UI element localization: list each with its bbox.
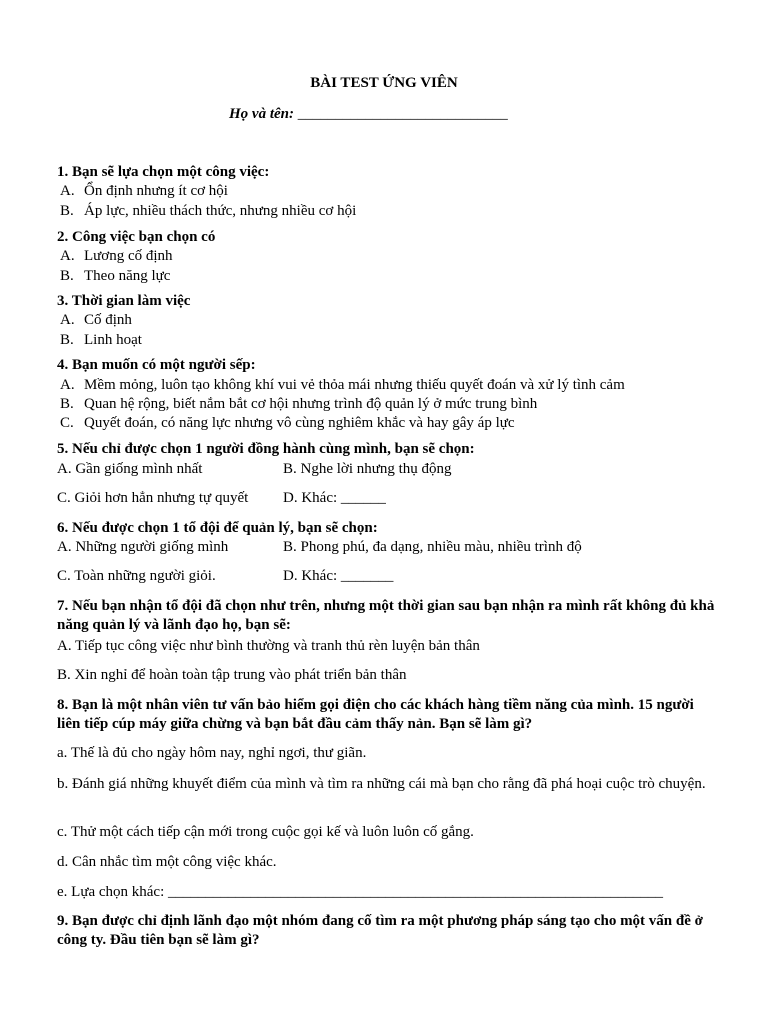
question-4-option-a <box>60 376 625 395</box>
question-6-option-c: C. Toàn những người giỏi. <box>57 568 216 584</box>
question-6-option-d: D. Khác: _______ <box>283 568 394 584</box>
option-text: Lương cố định <box>84 248 173 264</box>
question-8-option-e: e. Lựa chọn khác: __________________________________________________________________ <box>57 884 663 900</box>
option-text: Mềm mỏng, luôn tạo không khí vui vẻ thỏa mái nhưng thiếu quyết đoán và xử lý tình cảm <box>84 377 625 393</box>
option-letter: C. <box>60 415 74 431</box>
question-5-option-d: D. Khác: ______ <box>283 490 386 506</box>
option-text: Linh hoạt <box>84 332 142 348</box>
question-6-option-b: B. Phong phú, đa dạng, nhiều màu, nhiều trình độ <box>283 539 582 555</box>
question-7-option-a: A. Tiếp tục công việc như bình thường và tranh thủ rèn luyện bản thân <box>57 638 480 654</box>
question-3-option-a <box>60 311 132 330</box>
question-2-option-b <box>60 267 170 286</box>
question-1-option-b <box>60 202 356 221</box>
question-2-option-a <box>60 247 173 266</box>
option-text: Quyết đoán, có năng lực nhưng vô cùng nghiêm khắc và hay gây áp lực <box>84 415 515 431</box>
question-3: 3. Thời gian làm việc <box>57 293 191 309</box>
option-letter: A. <box>60 183 75 199</box>
question-5-option-a: A. Gần giống mình nhất <box>57 461 203 477</box>
question-5: 5. Nếu chỉ được chọn 1 người đồng hành cùng mình, bạn sẽ chọn: <box>57 441 475 457</box>
question-3-option-b <box>60 331 142 350</box>
option-text: Theo năng lực <box>84 268 171 284</box>
question-4: 4. Bạn muốn có một người sếp: <box>57 357 256 373</box>
option-letter: A. <box>60 312 75 328</box>
name-field-line <box>229 105 508 124</box>
question-4-option-b <box>60 395 537 414</box>
question-8-option-b: b. Đánh giá những khuyết điểm của mình và tìm ra những cái mà bạn cho rằng đã phá hoại cuộc trò chuyện. <box>57 776 706 792</box>
name-label: Họ và tên: <box>229 106 294 122</box>
option-letter: B. <box>60 268 74 284</box>
option-text: Cố định <box>84 312 132 328</box>
name-blank: ____________________________ <box>297 106 508 122</box>
question-8-option-c: c. Thử một cách tiếp cận mới trong cuộc gọi kế và luôn luôn cố gắng. <box>57 824 474 840</box>
question-6-option-a: A. Những người giống mình <box>57 539 229 555</box>
document-title: BÀI TEST ỨNG VIÊN <box>310 75 458 91</box>
question-8-option-a: a. Thế là đủ cho ngày hôm nay, nghỉ ngơi, thư giãn. <box>57 745 367 761</box>
option-text: Áp lực, nhiều thách thức, nhưng nhiều cơ hội <box>84 203 357 219</box>
option-letter: B. <box>60 203 74 219</box>
question-6: 6. Nếu được chọn 1 tổ đội để quản lý, bạn sẽ chọn: <box>57 520 378 536</box>
question-4-option-c <box>60 414 515 433</box>
question-5-option-b: B. Nghe lời nhưng thụ động <box>283 461 452 477</box>
option-letter: B. <box>60 396 74 412</box>
question-9: 9. Bạn được chỉ định lãnh đạo một nhóm đang cố tìm ra một phương pháp sáng tạo cho một vấn đề ở công ty. Đầu tiên bạn sẽ làm gì? <box>57 913 703 948</box>
question-1-option-a <box>60 182 228 201</box>
option-text: Ổn định nhưng ít cơ hội <box>84 183 228 199</box>
option-letter: A. <box>60 248 75 264</box>
question-7-option-b: B. Xin nghỉ để hoàn toàn tập trung vào phát triển bản thân <box>57 667 407 683</box>
question-7: 7. Nếu bạn nhận tổ đội đã chọn như trên, nhưng một thời gian sau bạn nhận ra mình rất không đủ khả năng quản lý và lãnh đạo họ, bạn sẽ: <box>57 598 715 633</box>
option-letter: B. <box>60 332 74 348</box>
question-8: 8. Bạn là một nhân viên tư vấn bảo hiểm gọi điện cho các khách hàng tiềm năng của mình. 15 người liên tiếp cúp máy giữa chừng và bạn bắt đầu cảm thấy nản. Bạn sẽ làm gì? <box>57 697 694 732</box>
option-text: Quan hệ rộng, biết nắm bắt cơ hội nhưng trình độ quản lý ở mức trung bình <box>84 396 538 412</box>
question-1: 1. Bạn sẽ lựa chọn một công việc: <box>57 164 270 180</box>
question-2: 2. Công việc bạn chọn có <box>57 229 216 245</box>
option-letter: A. <box>60 377 75 393</box>
question-8-option-d: d. Cân nhắc tìm một công việc khác. <box>57 854 277 870</box>
question-5-option-c: C. Giỏi hơn hẳn nhưng tự quyết <box>57 490 249 506</box>
